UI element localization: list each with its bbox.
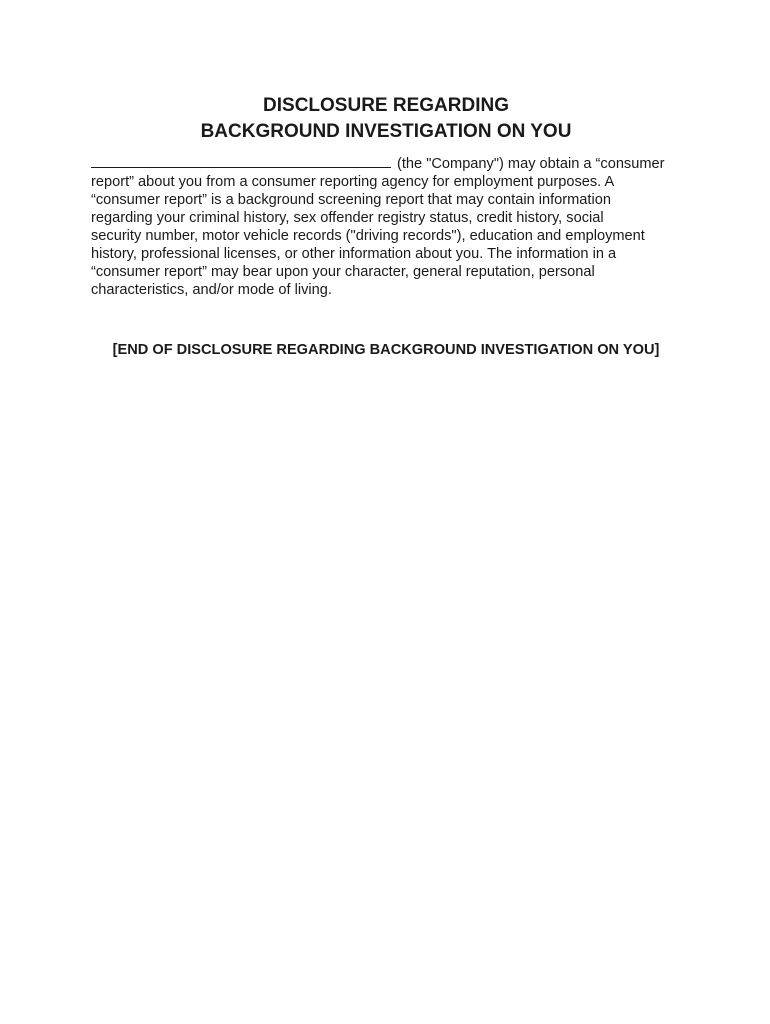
body-line-2: report” about you from a consumer reporting agency for employment purposes. A — [91, 174, 615, 190]
document-title-line-1: DISCLOSURE REGARDING — [263, 95, 509, 116]
body-line-3: “consumer report” is a background screening report that may contain information — [91, 192, 611, 208]
company-name-blank[interactable] — [91, 155, 391, 168]
body-line-1-text: (the "Company") may obtain a “consumer — [397, 156, 665, 172]
body-line-5: security number, motor vehicle records ("driving records"), education and employment — [91, 228, 645, 244]
end-of-disclosure-notice: [END OF DISCLOSURE REGARDING BACKGROUND INVESTIGATION ON YOU] — [112, 342, 660, 358]
body-line-7: “consumer report” may bear upon your character, general reputation, personal — [91, 264, 595, 280]
body-line-4: regarding your criminal history, sex offender registry status, credit history, social — [91, 210, 604, 226]
body-line-1 — [91, 155, 691, 173]
document-title-line-2: BACKGROUND INVESTIGATION ON YOU — [200, 121, 572, 142]
disclosure-body — [91, 155, 691, 299]
body-line-8: characteristics, and/or mode of living. — [91, 282, 332, 298]
body-line-6: history, professional licenses, or other information about you. The information in a — [91, 246, 617, 262]
